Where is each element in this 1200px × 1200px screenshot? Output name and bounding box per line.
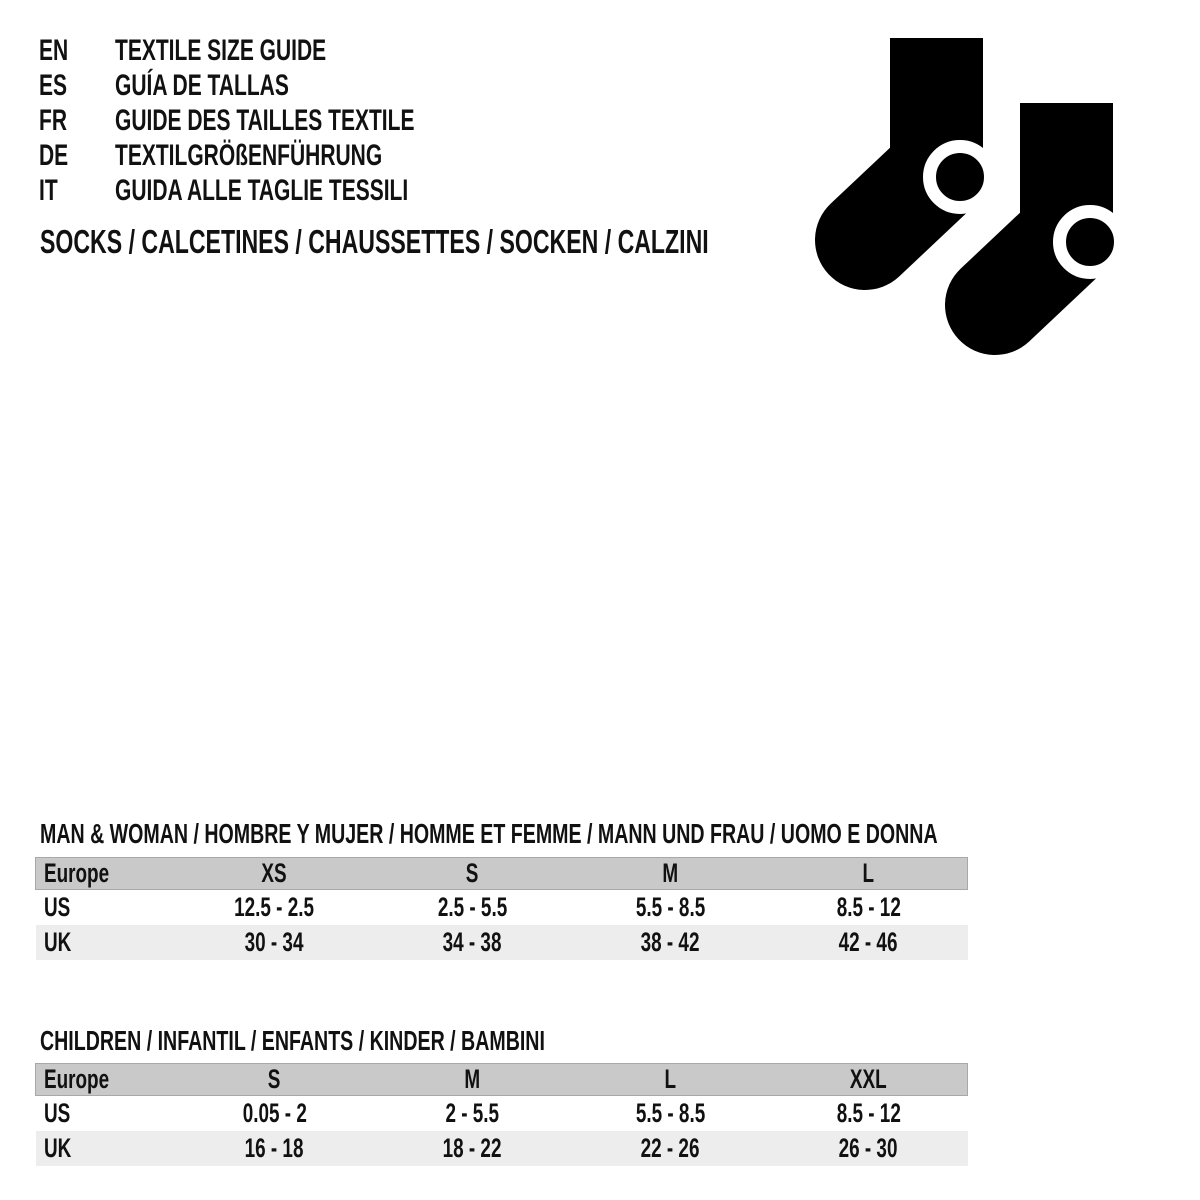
size-cell: 5.5 - 8.5 bbox=[635, 891, 706, 922]
table-row-uk bbox=[36, 1131, 968, 1166]
size-cell: 18 - 22 bbox=[443, 1132, 502, 1163]
table-row-uk bbox=[36, 925, 968, 960]
column-header-size: M bbox=[374, 1064, 572, 1096]
row-label: UK bbox=[43, 1132, 71, 1163]
socks-icon bbox=[815, 33, 1135, 368]
row-label: US bbox=[43, 1097, 70, 1128]
column-header-size: XXL bbox=[770, 1064, 968, 1096]
column-header-size: S bbox=[176, 1064, 374, 1096]
size-cell: 42 - 46 bbox=[839, 926, 898, 957]
column-header-size: L bbox=[572, 1064, 770, 1096]
language-row-en bbox=[39, 33, 543, 68]
table-header-row bbox=[36, 1064, 968, 1096]
size-cell: 8.5 - 12 bbox=[836, 891, 901, 922]
language-title: GUIDA ALLE TAGLIE TESSILI bbox=[115, 173, 409, 207]
product-category-title: SOCKS / CALCETINES / CHAUSSETTES / SOCKEN / CALZINI bbox=[40, 223, 709, 260]
column-header-size: M bbox=[572, 858, 770, 890]
language-row-de bbox=[39, 138, 543, 173]
language-code: FR bbox=[39, 103, 67, 137]
size-cell: 0.05 - 2 bbox=[242, 1097, 307, 1128]
language-title-list bbox=[39, 33, 543, 208]
row-label: UK bbox=[43, 926, 71, 957]
size-cell: 8.5 - 12 bbox=[836, 1097, 901, 1128]
size-cell: 26 - 30 bbox=[839, 1132, 898, 1163]
sock-right bbox=[995, 103, 1125, 305]
table-row-us bbox=[36, 1096, 968, 1131]
column-header-size: L bbox=[770, 858, 968, 890]
sock-left bbox=[865, 38, 995, 240]
table-row-us bbox=[36, 890, 968, 925]
size-cell: 34 - 38 bbox=[443, 926, 502, 957]
size-cell: 30 - 34 bbox=[245, 926, 304, 957]
language-title: TEXTILGRÖßENFÜHRUNG bbox=[115, 138, 383, 172]
children-size-table bbox=[35, 1063, 968, 1166]
column-header-region: Europe bbox=[36, 858, 176, 890]
column-header-size: S bbox=[374, 858, 572, 890]
size-cell: 2.5 - 5.5 bbox=[437, 891, 508, 922]
column-header-region: Europe bbox=[36, 1064, 176, 1096]
language-title: GUÍA DE TALLAS bbox=[115, 68, 289, 102]
row-label: US bbox=[43, 891, 70, 922]
table-header-row bbox=[36, 858, 968, 890]
column-header-size: XS bbox=[176, 858, 374, 890]
language-code: ES bbox=[39, 68, 68, 102]
language-title: TEXTILE SIZE GUIDE bbox=[115, 33, 327, 67]
language-row-es bbox=[39, 68, 543, 103]
size-cell: 16 - 18 bbox=[245, 1132, 304, 1163]
size-cell: 5.5 - 8.5 bbox=[635, 1097, 706, 1128]
language-code: DE bbox=[39, 138, 69, 172]
language-code: IT bbox=[39, 173, 58, 207]
man-woman-size-table bbox=[35, 857, 968, 960]
language-row-fr bbox=[39, 103, 543, 138]
size-cell: 22 - 26 bbox=[641, 1132, 700, 1163]
language-title: GUIDE DES TAILLES TEXTILE bbox=[115, 103, 415, 137]
size-cell: 38 - 42 bbox=[641, 926, 700, 957]
children-heading: CHILDREN / INFANTIL / ENFANTS / KINDER / BAMBINI bbox=[40, 1025, 545, 1056]
language-code: EN bbox=[39, 33, 69, 67]
size-cell: 12.5 - 2.5 bbox=[234, 891, 315, 922]
man-woman-heading: MAN & WOMAN / HOMBRE Y MUJER / HOMME ET FEMME / MANN UND FRAU / UOMO E DONNA bbox=[40, 818, 938, 849]
language-row-it bbox=[39, 173, 543, 208]
size-cell: 2 - 5.5 bbox=[445, 1097, 500, 1128]
